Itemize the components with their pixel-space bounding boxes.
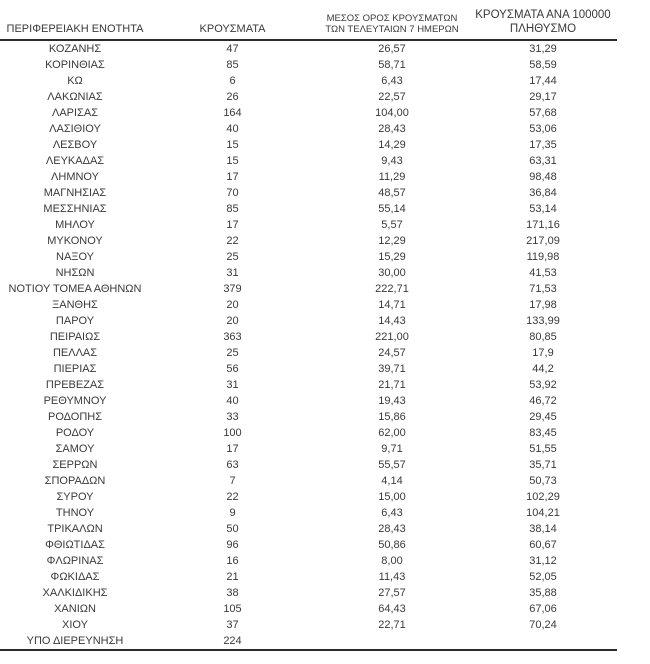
region-cell: ΝΟΤΙΟΥ ΤΟΜΕΑ ΑΘΗΝΩΝ <box>8 283 142 296</box>
header-region <box>0 8 150 40</box>
avg7-cell: 26,57 <box>378 43 406 56</box>
region-cell: ΥΠΟ ΔΙΕΡΕΥΝΗΣΗ <box>0 633 150 650</box>
per100k-cell: 35,71 <box>529 459 557 472</box>
per100k-cell: 217,09 <box>526 235 560 248</box>
table-row <box>0 505 617 521</box>
region-cell: ΛΕΥΚΑΔΑΣ <box>45 155 105 168</box>
table-row <box>0 281 617 297</box>
table-row <box>0 249 617 265</box>
region-cell: ΠΑΡΟΥ <box>55 315 95 328</box>
table-row <box>0 201 617 217</box>
region-cell: ΜΥΚΟΝΟΥ <box>47 235 103 248</box>
avg7-cell: 30,00 <box>378 267 406 280</box>
per100k-cell: 52,05 <box>529 571 557 584</box>
region-cell: ΡΟΔΟΥ <box>55 427 95 440</box>
cases-cell: 21 <box>226 571 239 584</box>
table-row <box>0 313 617 329</box>
per100k-cell: 104,21 <box>526 507 560 520</box>
table-body <box>0 40 617 650</box>
per100k-cell: 57,68 <box>529 107 557 120</box>
cases-cell: 56 <box>226 363 239 376</box>
per100k-cell: 17,98 <box>529 299 557 312</box>
avg7-cell: 22,71 <box>378 619 406 632</box>
avg7-cell: 14,29 <box>378 139 406 152</box>
avg7-cell: 15,29 <box>378 251 406 264</box>
per100k-cell: 41,53 <box>529 267 557 280</box>
region-cell: ΛΑΣΙΘΙΟΥ <box>49 123 101 136</box>
avg7-cell <box>315 633 469 650</box>
per100k-cell: 53,92 <box>529 379 557 392</box>
table-row <box>0 73 617 89</box>
table-row <box>0 185 617 201</box>
per100k-cell: 71,53 <box>529 283 557 296</box>
cases-cell: 22 <box>226 491 239 504</box>
avg7-cell: 11,29 <box>378 171 406 184</box>
table-row <box>0 329 617 345</box>
region-cell: ΜΑΓΝΗΣΙΑΣ <box>43 187 107 200</box>
cases-cell: 164 <box>223 107 242 120</box>
table-row <box>0 633 617 650</box>
avg7-cell: 14,71 <box>378 299 406 312</box>
header-cases-label: ΚΡΟΥΣΜΑΤΑ <box>199 22 266 35</box>
cases-cell: 40 <box>226 395 239 408</box>
table-row <box>0 89 617 105</box>
region-cell: ΦΛΩΡΙΝΑΣ <box>46 555 104 568</box>
avg7-cell: 64,43 <box>378 603 406 616</box>
avg7-cell: 15,86 <box>378 411 406 424</box>
cases-cell: 6 <box>229 75 236 88</box>
per100k-cell: 98,48 <box>529 171 557 184</box>
per100k-cell: 51,55 <box>529 443 557 456</box>
avg7-cell: 221,00 <box>375 331 409 344</box>
avg7-cell: 104,00 <box>375 107 409 120</box>
cases-cell: 38 <box>226 587 239 600</box>
avg7-cell: 58,71 <box>378 59 406 72</box>
table-row <box>0 40 617 57</box>
region-cell: ΤΡΙΚΑΛΩΝ <box>47 523 103 536</box>
table-row <box>0 361 617 377</box>
region-cell: ΝΗΣΩΝ <box>55 267 95 280</box>
cases-cell: 50 <box>226 523 239 536</box>
table-row <box>0 137 617 153</box>
region-cell: ΛΕΣΒΟΥ <box>52 139 98 152</box>
per100k-cell: 31,12 <box>529 555 557 568</box>
region-cell: ΣΠΟΡΑΔΩΝ <box>44 475 106 488</box>
table-row <box>0 601 617 617</box>
table-row <box>0 585 617 601</box>
region-cell: ΛΑΚΩΝΙΑΣ <box>47 91 103 104</box>
cases-cell: 17 <box>226 171 239 184</box>
table-row <box>0 121 617 137</box>
per100k-cell: 46,72 <box>529 395 557 408</box>
region-cell: ΧΙΟΥ <box>62 619 88 632</box>
cases-cell: 63 <box>226 459 239 472</box>
per100k-cell: 70,24 <box>529 619 557 632</box>
avg7-cell: 21,71 <box>378 379 406 392</box>
region-cell: ΚΩ <box>67 75 83 88</box>
avg7-cell: 50,86 <box>378 539 406 552</box>
avg7-cell: 6,43 <box>381 75 403 88</box>
region-cell: ΡΕΘΥΜΝΟΥ <box>43 395 107 408</box>
cases-cell: 25 <box>226 251 239 264</box>
per100k-cell: 17,44 <box>529 75 557 88</box>
region-cell: ΠΕΙΡΑΙΩΣ <box>49 331 101 344</box>
table-row <box>0 217 617 233</box>
cases-cell: 37 <box>226 619 239 632</box>
per100k-cell: 63,31 <box>529 155 557 168</box>
table-row <box>0 409 617 425</box>
cases-cell: 22 <box>226 235 239 248</box>
cases-cell: 33 <box>226 411 239 424</box>
cases-cell: 26 <box>226 91 239 104</box>
table-row <box>0 233 617 249</box>
cases-cell: 31 <box>226 267 239 280</box>
avg7-cell: 9,43 <box>381 155 403 168</box>
cases-cell: 25 <box>226 347 239 360</box>
per100k-cell: 171,16 <box>526 219 560 232</box>
avg7-cell: 9,71 <box>381 443 403 456</box>
table-row <box>0 473 617 489</box>
region-cell: ΤΗΝΟΥ <box>55 507 95 520</box>
avg7-cell: 39,71 <box>378 363 406 376</box>
cases-cell: 20 <box>226 315 239 328</box>
per100k-cell: 17,35 <box>529 139 557 152</box>
header-row <box>0 8 617 40</box>
cases-cell: 31 <box>226 379 239 392</box>
header-avg7 <box>315 8 469 40</box>
avg7-cell: 11,43 <box>378 571 406 584</box>
table-row <box>0 569 617 585</box>
per100k-cell: 58,59 <box>529 59 557 72</box>
region-cell: ΦΘΙΩΤΙΔΑΣ <box>45 539 105 552</box>
region-cell: ΠΕΛΛΑΣ <box>52 347 98 360</box>
header-cases <box>150 8 315 40</box>
cases-cell: 363 <box>223 331 242 344</box>
region-cell: ΧΑΝΙΩΝ <box>54 603 96 616</box>
region-cell: ΠΙΕΡΙΑΣ <box>53 363 97 376</box>
table-header <box>0 8 617 40</box>
table-row <box>0 265 617 281</box>
cases-by-region-table <box>0 8 617 651</box>
table-row <box>0 57 617 73</box>
per100k-cell: 31,29 <box>529 43 557 56</box>
table-row <box>0 169 617 185</box>
region-cell: ΚΟΡΙΝΘΙΑΣ <box>45 59 105 72</box>
cases-cell: 40 <box>226 123 239 136</box>
region-cell: ΣΥΡΟΥ <box>56 491 94 504</box>
cases-cell: 85 <box>226 203 239 216</box>
cases-cell: 105 <box>223 603 242 616</box>
avg7-cell: 62,00 <box>378 427 406 440</box>
cases-cell: 20 <box>226 299 239 312</box>
avg7-cell: 28,43 <box>378 123 406 136</box>
avg7-cell: 4,14 <box>381 475 403 488</box>
per100k-cell: 67,06 <box>529 603 557 616</box>
table-row <box>0 553 617 569</box>
header-region-label: ΠΕΡΙΦΕΡΕΙΑΚΗ ΕΝΟΤΗΤΑ <box>6 22 144 35</box>
table-row <box>0 489 617 505</box>
region-cell: ΚΟΖΑΝΗΣ <box>48 43 102 56</box>
cases-cell: 16 <box>226 555 239 568</box>
header-avg7-line1: ΜΕΣΟΣ ΟΡΟΣ ΚΡΟΥΣΜΑΤΩΝ <box>326 12 458 24</box>
avg7-cell: 55,57 <box>378 459 406 472</box>
header-per100k <box>469 8 617 40</box>
table-row <box>0 457 617 473</box>
table-row <box>0 425 617 441</box>
per100k-cell: 53,06 <box>529 123 557 136</box>
table-row <box>0 297 617 313</box>
avg7-cell: 55,14 <box>378 203 406 216</box>
table-row <box>0 105 617 121</box>
cases-cell: 70 <box>226 187 239 200</box>
cases-cell: 100 <box>223 427 242 440</box>
avg7-cell: 24,57 <box>378 347 406 360</box>
per100k-cell: 29,17 <box>529 91 557 104</box>
per100k-cell: 53,14 <box>529 203 557 216</box>
per100k-cell: 44,2 <box>532 363 554 376</box>
region-cell: ΛΑΡΙΣΑΣ <box>51 107 98 120</box>
cases-cell: 9 <box>229 507 236 520</box>
per100k-cell: 83,45 <box>529 427 557 440</box>
per100k-cell: 50,73 <box>529 475 557 488</box>
region-cell: ΧΑΛΚΙΔΙΚΗΣ <box>42 587 108 600</box>
avg7-cell: 22,57 <box>378 91 406 104</box>
avg7-cell: 14,43 <box>378 315 406 328</box>
cases-cell: 15 <box>226 139 239 152</box>
table-row <box>0 521 617 537</box>
cases-cell: 15 <box>226 155 239 168</box>
avg7-cell: 222,71 <box>375 283 409 296</box>
cases-cell: 47 <box>226 43 239 56</box>
region-cell: ΣΕΡΡΩΝ <box>52 459 98 472</box>
cases-cell: 379 <box>223 283 242 296</box>
avg7-cell: 27,57 <box>378 587 406 600</box>
cases-cell: 17 <box>226 219 239 232</box>
region-cell: ΞΑΝΘΗΣ <box>52 299 98 312</box>
cases-cell: 224 <box>150 633 315 650</box>
header-per100k-line2: ΠΛΗΘΥΣΜΟ <box>509 23 577 36</box>
per100k-cell: 60,67 <box>529 539 557 552</box>
cases-cell: 96 <box>226 539 239 552</box>
region-cell: ΦΩΚΙΔΑΣ <box>50 571 100 584</box>
per100k-cell: 17,9 <box>532 347 554 360</box>
per100k-cell: 102,29 <box>526 491 560 504</box>
table-row <box>0 537 617 553</box>
region-cell: ΣΑΜΟΥ <box>55 443 95 456</box>
per100k-cell: 119,98 <box>526 251 560 264</box>
cases-cell: 17 <box>226 443 239 456</box>
avg7-cell: 5,57 <box>381 219 403 232</box>
per100k-cell: 36,84 <box>529 187 557 200</box>
avg7-cell: 28,43 <box>378 523 406 536</box>
avg7-cell: 6,43 <box>381 507 403 520</box>
region-cell: ΠΡΕΒΕΖΑΣ <box>45 379 105 392</box>
cases-cell: 7 <box>229 475 236 488</box>
per100k-cell: 29,45 <box>529 411 557 424</box>
avg7-cell: 12,29 <box>378 235 406 248</box>
region-cell: ΡΟΔΟΠΗΣ <box>47 411 103 424</box>
region-cell: ΛΗΜΝΟΥ <box>51 171 99 184</box>
header-per100k-line1: ΚΡΟΥΣΜΑΤΑ ΑΝΑ 100000 <box>475 9 611 21</box>
region-cell: ΜΗΛΟΥ <box>55 219 95 232</box>
table-row <box>0 345 617 361</box>
region-cell: ΜΕΣΣΗΝΙΑΣ <box>43 203 107 216</box>
avg7-cell: 48,57 <box>378 187 406 200</box>
region-cell: ΝΑΞΟΥ <box>56 251 94 264</box>
per100k-cell: 38,14 <box>529 523 557 536</box>
table-row <box>0 617 617 633</box>
table-row <box>0 441 617 457</box>
avg7-cell: 19,43 <box>378 395 406 408</box>
header-avg7-line2: ΤΩΝ ΤΕΛΕΥΤΑΙΩΝ 7 ΗΜΕΡΩΝ <box>325 24 459 36</box>
avg7-cell: 15,00 <box>378 491 406 504</box>
cases-cell: 85 <box>226 59 239 72</box>
per100k-cell <box>469 633 617 650</box>
per100k-cell: 35,88 <box>529 587 557 600</box>
table-row <box>0 393 617 409</box>
table-row <box>0 377 617 393</box>
per100k-cell: 80,85 <box>529 331 557 344</box>
avg7-cell: 8,00 <box>381 555 403 568</box>
per100k-cell: 133,99 <box>526 315 560 328</box>
table-row <box>0 153 617 169</box>
